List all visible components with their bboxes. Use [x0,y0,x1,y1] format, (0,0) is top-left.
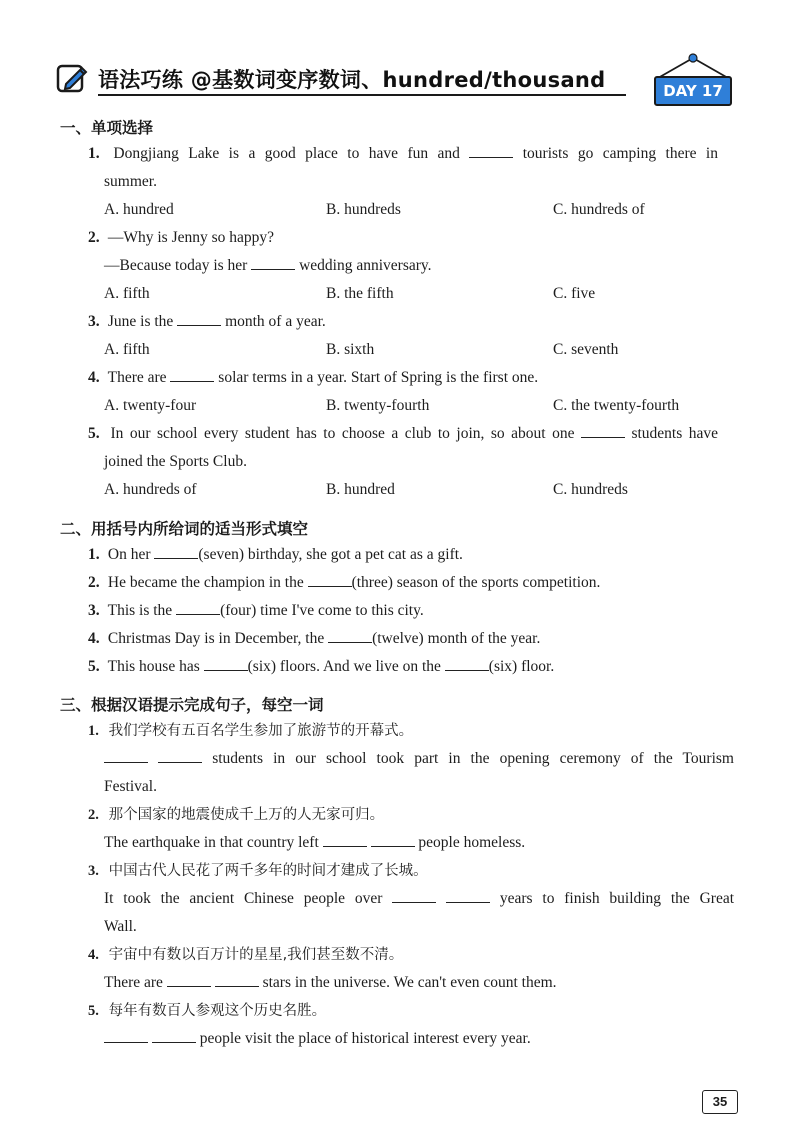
answer-blank[interactable] [104,748,148,763]
day-tag [648,52,738,110]
s1-q5-option-c[interactable]: C. hundreds [553,481,628,498]
s1-q1-option-c[interactable]: C. hundreds of [553,201,645,218]
answer-blank[interactable] [251,255,295,270]
s1-q1-option-b[interactable]: B. hundreds [326,201,401,218]
s1-question-5: 5. In our school every student has to choose a club to join, so about one students have [88,425,718,442]
s1-q3-option-a[interactable]: A. fifth [104,341,150,358]
answer-blank[interactable] [154,544,198,559]
s1-q4-option-b[interactable]: B. twenty-fourth [326,397,430,414]
section-2-title: 二、用括号内所给词的适当形式填空 [60,520,309,538]
s3-question-3-cont: Wall. [104,918,137,935]
answer-blank[interactable] [371,832,415,847]
answer-blank[interactable] [176,600,220,615]
s2-question-3: 3. This is the (four) time I've come to this city. [88,602,424,619]
s3-question-3-cn: 3. 中国古代人民花了两千多年的时间才建成了长城。 [88,863,428,879]
answer-blank[interactable] [177,311,221,326]
s3-question-2-en: The earthquake in that country left people homeless. [104,834,526,851]
answer-blank[interactable] [469,143,513,158]
s3-question-1-cn: 1. 我们学校有五百名学生参加了旅游节的开幕式。 [88,723,414,739]
s1-q5-option-a[interactable]: A. hundreds of [104,481,197,498]
section-1-title: 一、单项选择 [60,119,154,137]
s3-question-4-en: There are stars in the universe. We can't even count them. [104,974,557,991]
s1-q4-option-a[interactable]: A. twenty-four [104,397,197,414]
s2-question-2: 2. He became the champion in the (three) season of the sports competition. [88,574,601,591]
page-title: 语法巧练 @基数词变序数词、hundred/thousand [98,68,606,92]
s1-q5-option-b[interactable]: B. hundred [326,481,395,498]
answer-blank[interactable] [104,1028,148,1043]
s1-question-4: 4. There are solar terms in a year. Start of Spring is the first one. [88,369,539,386]
day-badge: DAY 17 [654,76,732,106]
answer-blank[interactable] [446,888,490,903]
section-3-title: 三、根据汉语提示完成句子，每空一词 [60,696,324,714]
s2-question-5: 5. This house has (six) floors. And we live on the (six) floor. [88,658,555,675]
s1-question-1: 1. Dongjiang Lake is a good place to have fun and tourists go camping there in [88,145,718,162]
title-underline [98,94,626,96]
s1-q1-option-a[interactable]: A. hundred [104,201,174,218]
s2-question-1: 1. On her (seven) birthday, she got a pet cat as a gift. [88,546,463,563]
answer-blank[interactable] [328,628,372,643]
answer-blank[interactable] [167,972,211,987]
answer-blank[interactable] [392,888,436,903]
answer-blank[interactable] [445,656,489,671]
page-header [56,60,746,108]
answer-blank[interactable] [581,423,625,438]
answer-blank[interactable] [204,656,248,671]
s1-q2-option-c[interactable]: C. five [553,285,596,302]
s3-question-4-cn: 4. 宇宙中有数以百万计的星星,我们甚至数不清。 [88,947,404,963]
s3-question-1-en: students in our school took part in the opening ceremony of the Tourism [104,745,734,773]
s3-question-5-cn: 5. 每年有数百人参观这个历史名胜。 [88,1003,327,1019]
s3-question-1-cont: Festival. [104,778,157,795]
s1-q2-option-b[interactable]: B. the fifth [326,285,394,302]
s2-question-4: 4. Christmas Day is in December, the (twelve) month of the year. [88,630,541,647]
s1-question-1-cont: summer. [104,173,157,190]
s1-q3-option-c[interactable]: C. seventh [553,341,619,358]
answer-blank[interactable] [308,572,352,587]
answer-blank[interactable] [323,832,367,847]
s3-question-5-en: people visit the place of historical interest every year. [104,1025,531,1053]
answer-blank[interactable] [215,972,259,987]
s1-question-2-answer-line: —Because today is her wedding anniversary. [104,257,432,274]
s3-question-2-cn: 2. 那个国家的地震使成千上万的人无家可归。 [88,807,385,823]
answer-blank[interactable] [158,748,202,763]
page-number: 35 [702,1090,738,1114]
s1-question-5-cont: joined the Sports Club. [104,453,247,470]
pencil-note-icon [56,62,88,94]
s1-q2-option-a[interactable]: A. fifth [104,285,150,302]
s1-q3-option-b[interactable]: B. sixth [326,341,375,358]
s3-question-3-en: It took the ancient Chinese people over years to finish building the Great [104,890,735,907]
answer-blank[interactable] [152,1028,196,1043]
s1-q4-option-c[interactable]: C. the twenty-fourth [553,397,680,414]
answer-blank[interactable] [170,367,214,382]
s1-question-3: 3. June is the month of a year. [88,313,326,330]
s1-question-2: 2. —Why is Jenny so happy? [88,229,275,246]
